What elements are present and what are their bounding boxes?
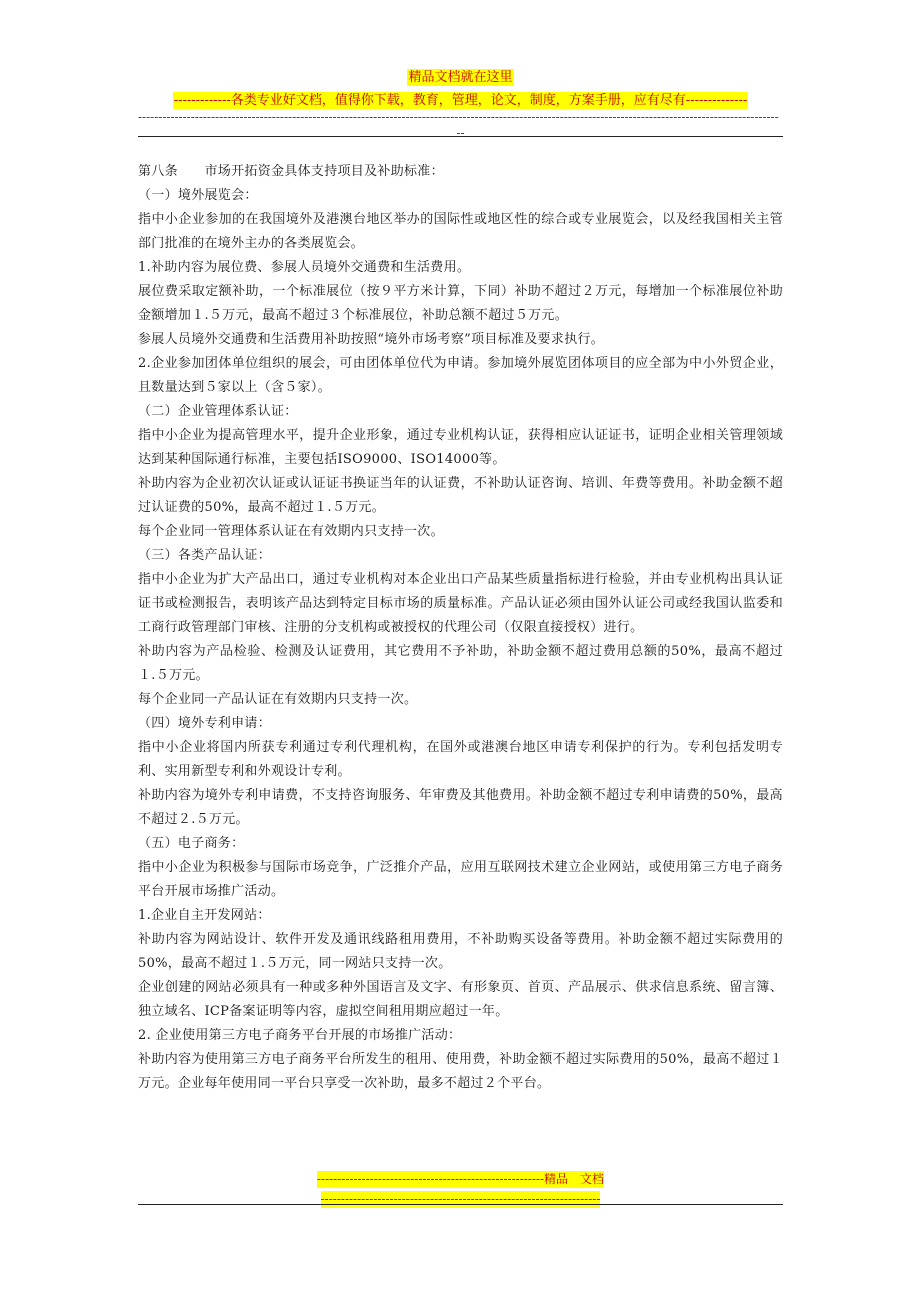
header-rule bbox=[138, 136, 783, 137]
paragraph: 补助内容为网站设计、软件开发及通讯线路租用费用，不补助购买设备等费用。补助金额不超过实际费用的50%，最高不超过１.５万元，同一网站只支持一次。 bbox=[138, 932, 783, 971]
paragraph: 每个企业同一产品认证在有效期内只支持一次。 bbox=[138, 692, 418, 707]
paragraph: 补助内容为境外专利申请费，不支持咨询服务、年审费及其他费用。补助金额不超过专利申请费的50%，最高不超过２.５万元。 bbox=[138, 788, 783, 827]
document-body bbox=[138, 160, 783, 1096]
paragraph: 指中小企业为提高管理水平，提升企业形象，通过专业机构认证，获得相应认证证书，证明企业相关管理领域达到某种国际通行标准，主要包括ISO9000、ISO14000等。 bbox=[138, 428, 783, 467]
section-heading: （四）境外专利申请： bbox=[138, 716, 272, 731]
header-dash-tail: -- bbox=[456, 126, 465, 140]
header-slogan: -------------各类专业好文档，值得你下载，教育，管理，论文，制度，方案手册，应有尽有-------------- bbox=[173, 93, 748, 108]
footer-line-1: --------------------------------------------------------精品 文档 bbox=[316, 1172, 605, 1186]
section-heading: （一）境外展览会： bbox=[138, 188, 258, 203]
paragraph: 参展人员境外交通费和生活费用补助按照“境外市场考察”项目标准及要求执行。 bbox=[138, 332, 605, 347]
section-heading: （三）各类产品认证： bbox=[138, 548, 272, 563]
section-heading: （五）电子商务： bbox=[138, 836, 245, 851]
paragraph: 补助内容为产品检验、检测及认证费用，其它费用不予补助，补助金额不超过费用总额的50%，最高不超过１.５万元。 bbox=[138, 644, 783, 683]
paragraph: 每个企业同一管理体系认证在有效期内只支持一次。 bbox=[138, 524, 444, 539]
paragraph: 企业创建的网站必须具有一种或多种外国语言及文字、有形象页、首页、产品展示、供求信息系统、留言簿、独立域名、ICP备案证明等内容，虚拟空间租用期应超过一年。 bbox=[138, 980, 783, 1019]
header-title: 精品文档就在这里 bbox=[408, 70, 513, 85]
paragraph: 指中小企业将国内所获专利通过专利代理机构，在国外或港澳台地区申请专利保护的行为。专利包括发明专利、实用新型专利和外观设计专利。 bbox=[138, 740, 783, 779]
paragraph: 补助内容为使用第三方电子商务平台所发生的租用、使用费，补助金额不超过实际费用的50%，最高不超过１万元。企业每年使用同一平台只享受一次补助，最多不超过２个平台。 bbox=[138, 1052, 783, 1091]
header-dash-line: -------------------------------------------------------------------------------------------------------------------------------------------------------------- bbox=[138, 110, 779, 124]
footer-rule bbox=[138, 1204, 783, 1205]
paragraph: 补助内容为企业初次认证或认证证书换证当年的认证费，不补助认证咨询、培训、年费等费用。补助金额不超过认证费的50%，最高不超过１.５万元。 bbox=[138, 476, 783, 515]
page-header bbox=[138, 66, 783, 141]
footer-line-2: --------------------------------------------------------------------- bbox=[320, 1192, 601, 1206]
page-footer bbox=[138, 1168, 783, 1208]
paragraph: 展位费采取定额补助，一个标准展位（按９平方米计算，下同）补助不超过２万元，每增加一个标准展位补助金额增加１.５万元，最高不超过３个标准展位，补助总额不超过５万元。 bbox=[138, 284, 783, 323]
paragraph: 指中小企业为积极参与国际市场竞争，广泛推介产品，应用互联网技术建立企业网站，或使用第三方电子商务平台开展市场推广活动。 bbox=[138, 860, 783, 899]
paragraph: 2.企业参加团体单位组织的展会，可由团体单位代为申请。参加境外展览团体项目的应全部为中小外贸企业，且数量达到５家以上（含５家）。 bbox=[138, 356, 783, 395]
section-heading: （二）企业管理体系认证： bbox=[138, 404, 298, 419]
paragraph: 指中小企业参加的在我国境外及港澳台地区举办的国际性或地区性的综合或专业展览会，以及经我国相关主管部门批准的在境外主办的各类展览会。 bbox=[138, 212, 783, 251]
article-heading: 第八条 市场开拓资金具体支持项目及补助标准： bbox=[138, 164, 444, 179]
paragraph: 1.补助内容为展位费、参展人员境外交通费和生活费用。 bbox=[138, 260, 471, 275]
paragraph: 1.企业自主开发网站： bbox=[138, 908, 271, 923]
paragraph: 2. 企业使用第三方电子商务平台开展的市场推广活动： bbox=[138, 1028, 462, 1043]
paragraph: 指中小企业为扩大产品出口，通过专业机构对本企业出口产品某些质量指标进行检验，并由专业机构出具认证证书或检测报告，表明该产品达到特定目标市场的质量标准。产品认证必须由国外认证公司或经我国认监委和工商行政管理部门审核、注册的分支机构或被授权的代理公司（仅限直接授权）进行。 bbox=[138, 572, 783, 635]
